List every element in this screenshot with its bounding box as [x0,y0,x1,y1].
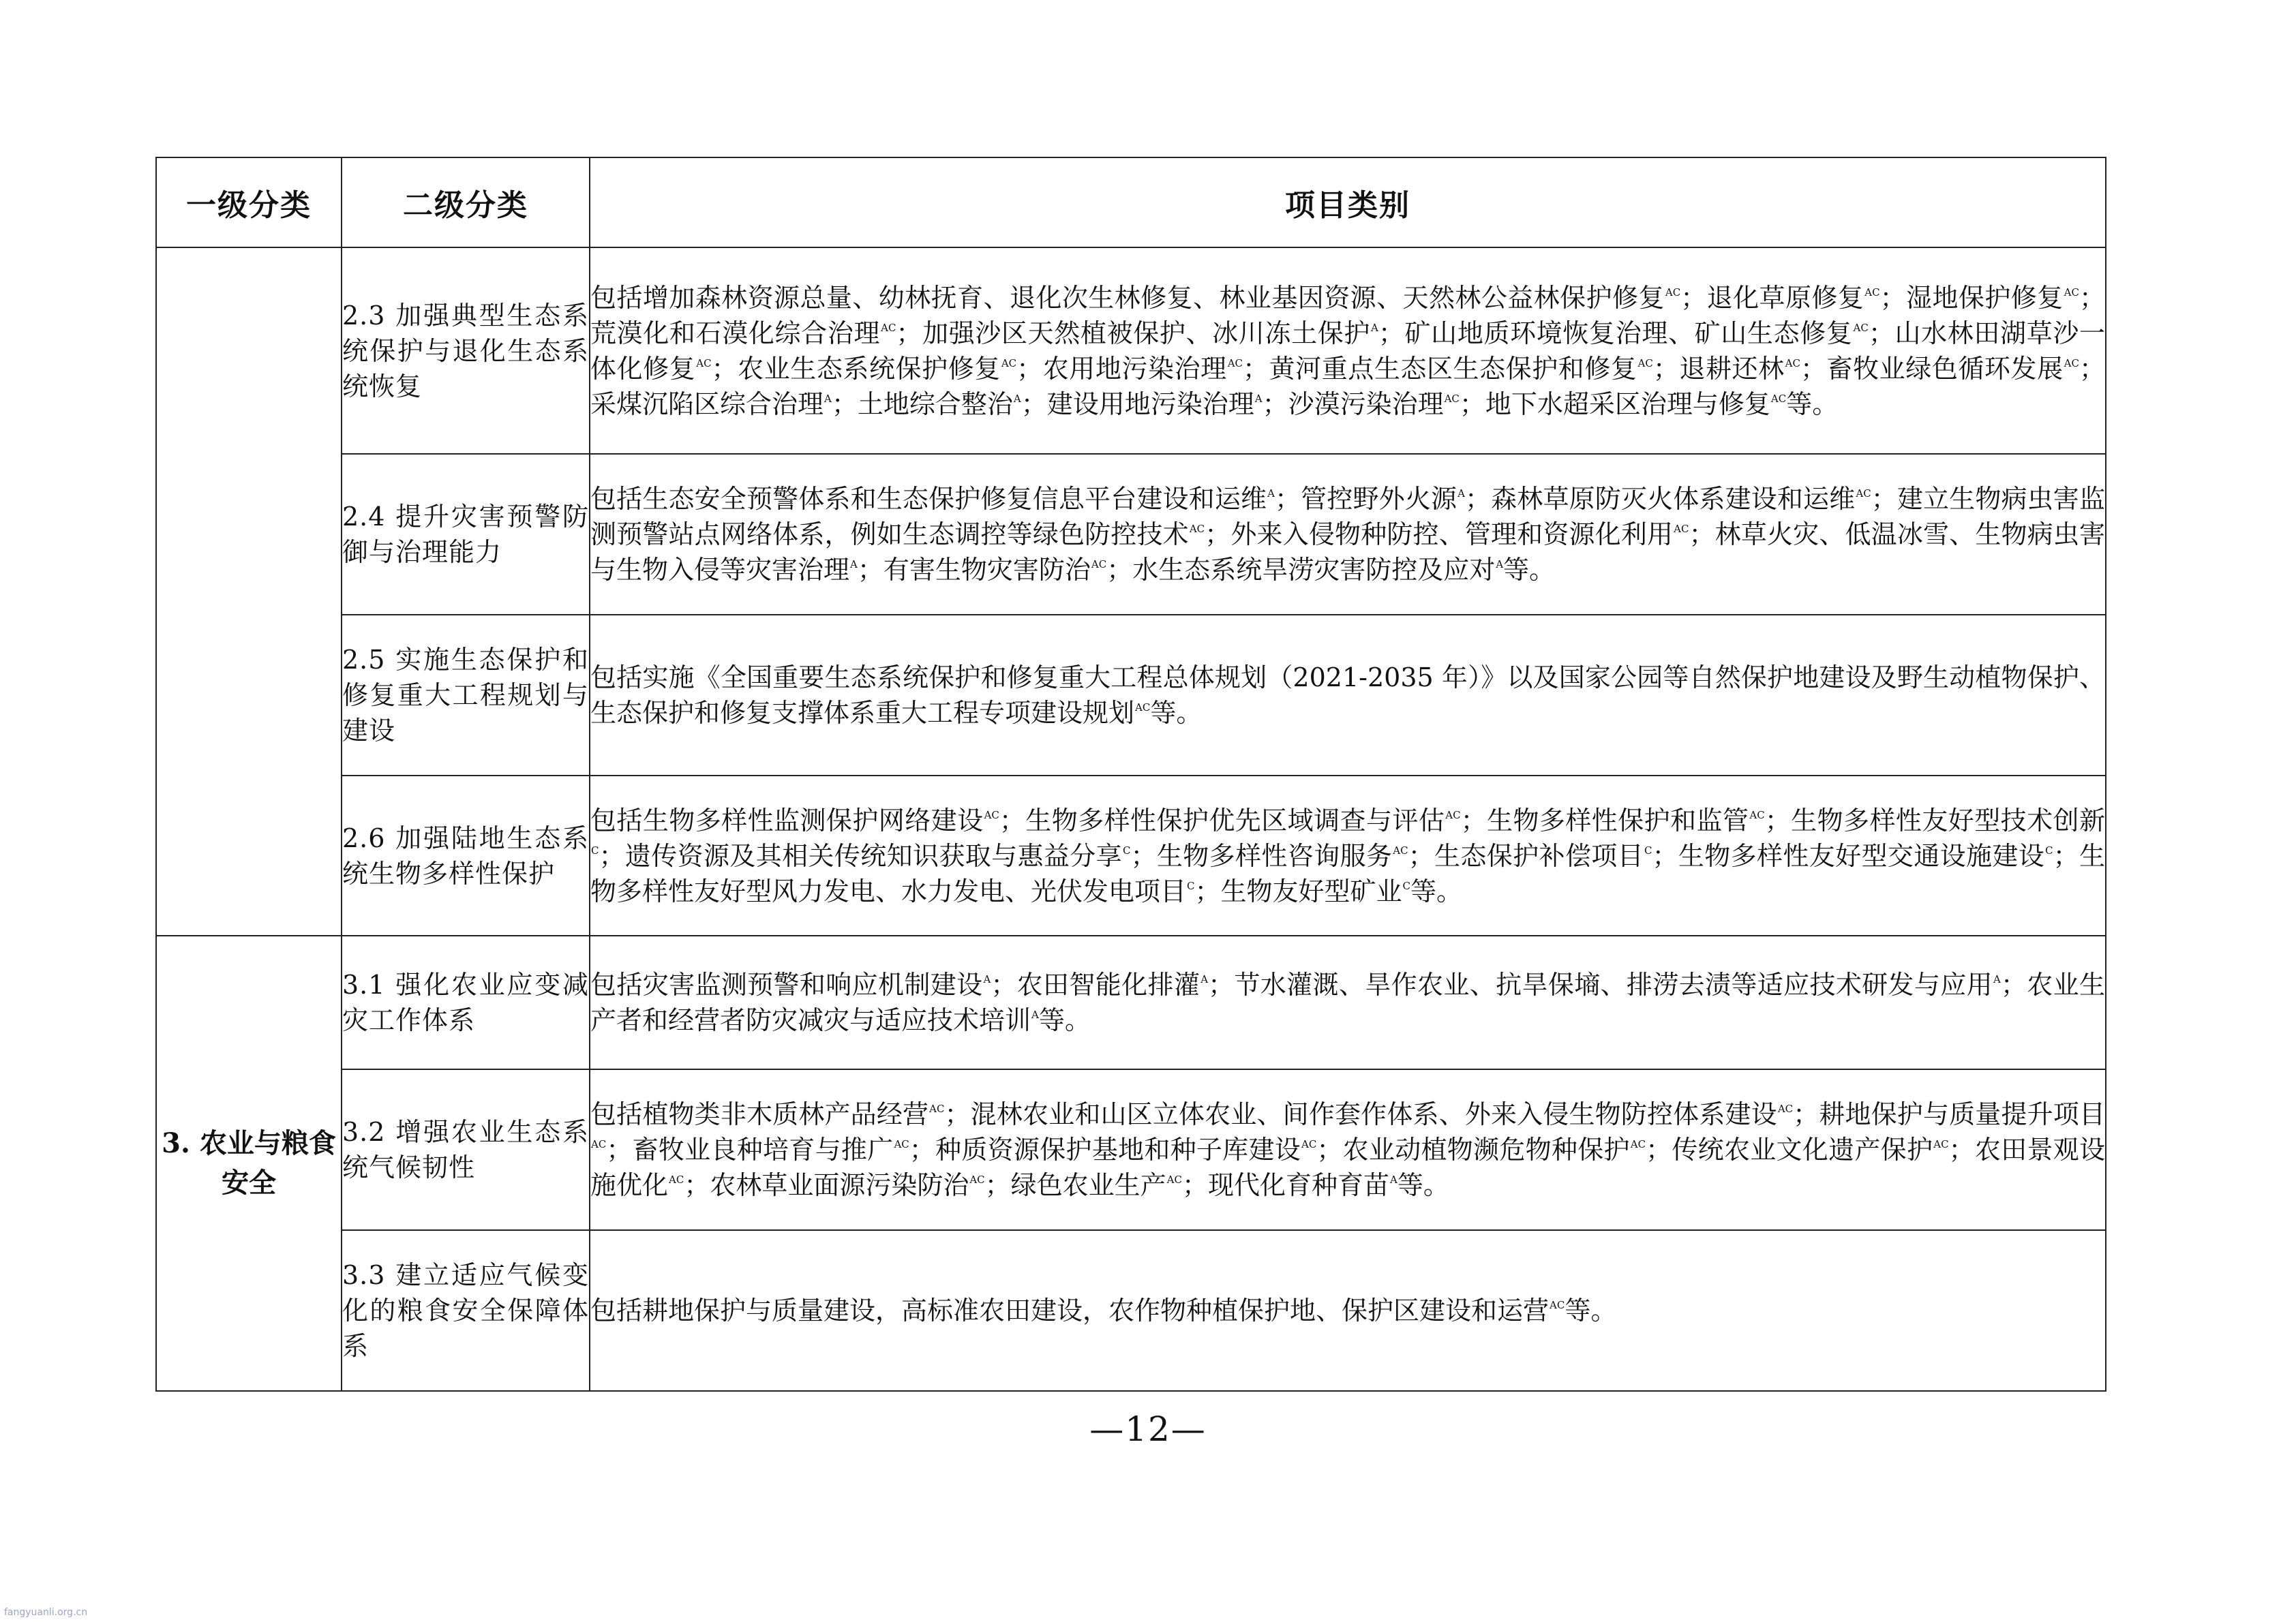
applicability-marker: AC [984,808,999,821]
project-item-text: ；退耕还林 [1652,353,1785,384]
project-item [590,1099,944,1129]
applicability-marker: AC [1770,392,1787,405]
project-item [1263,389,1460,419]
project-item [896,318,1378,348]
project-item-text: ；农田智能化排灌 [991,970,1200,1000]
project-item-text: 等。 [1786,388,1839,419]
table-row [156,776,2106,936]
subcategory-cell: 2.3 加强典型生态系统保护与退化生态系统恢复 [342,247,590,454]
project-item-text: ；生物多样性保护和监管 [1460,805,1749,836]
project-item-text: 等。 [1150,698,1203,728]
project-item-text: ；山水林田湖草沙一体化修复 [590,318,2105,384]
project-item-text: ；绿色农业生产 [984,1170,1166,1200]
project-item-text: ；混林农业和山区立体农业、间作套作体系、外来入侵生物防控体系建设 [944,1099,1777,1129]
project-item-text: 等。 [1565,1296,1617,1326]
project-items-cell [590,247,2106,454]
applicability-marker: A [1031,1009,1039,1022]
table-row [156,936,2106,1069]
applicability-marker: A [1267,487,1275,500]
header-project-type: 项目类别 [590,157,2106,247]
project-item-text: ；生物多样性保护优先区域调查与评估 [999,805,1445,836]
applicability-marker: AC [1637,356,1653,369]
project-items-cell [590,776,2106,936]
applicability-marker: AC [1853,321,1869,334]
applicability-marker: AC [894,1138,909,1151]
project-item [991,970,1208,1000]
project-item-text: 包括耕地保护与质量建设，高标准农田建设，农作物种植保护地、保护区建设和运营 [590,1296,1550,1326]
applicability-marker: AC [1856,487,1871,500]
project-item-text: ；外来入侵物种防控、管理和资源化利用 [1205,519,1674,549]
applicability-marker: AC [669,1174,684,1187]
project-item [590,662,2105,728]
applicability-marker: AC [1227,356,1243,369]
subcategory-cell: 3.3 建立适应气候变化的粮食安全保障体系 [342,1230,590,1391]
project-item [1208,970,2001,1000]
project-item-text: ；生物友好型矿业 [1194,876,1402,906]
applicability-marker: A [850,558,858,571]
applicability-marker: AC [1444,392,1460,405]
applicability-marker: AC [969,1174,985,1187]
table-row [156,454,2106,615]
project-item-text: 等。 [1410,876,1463,906]
project-item-text: ；农用地污染治理 [1016,353,1227,384]
project-item-text: ；遗传资源及其相关传统知识获取与惠益分享 [599,840,1123,871]
applicability-marker: C [1123,844,1131,857]
project-item-text: ；畜牧业绿色循环发展 [1800,353,2064,384]
project-items-cell [590,1069,2106,1230]
project-item-text: ；退化草原修复 [1680,282,1864,313]
project-item-text: ；生物多样性友好型技术创新 [1764,805,2105,836]
project-item-text: ；加强沙区天然植被保护、冰川冻土保护 [896,318,1371,348]
page-number: —12— [1089,1409,1207,1449]
project-items-cell [590,936,2106,1069]
project-item-text: ；水生态系统旱涝灾害防控及应对 [1106,555,1496,585]
applicability-marker: AC [1091,558,1107,571]
project-item [999,806,1461,836]
project-item [1205,519,1689,549]
subcategory-cell: 2.5 实施生态保护和修复重大工程规划与建设 [342,615,590,776]
project-item [1106,555,1503,585]
project-item [606,1135,909,1165]
applicability-marker: C [1402,879,1410,892]
project-item-text: ；林草火灾、低温冰雪、生物病虫害与生物入侵等灾害治理 [590,519,2105,585]
applicability-marker: C [1644,844,1652,857]
project-item [1503,555,1555,585]
project-item [1016,354,1243,384]
applicability-marker: A [1496,558,1504,571]
project-item-text: ；生物多样性咨询服务 [1130,840,1393,871]
applicability-marker: AC [929,1103,945,1116]
project-item [1680,283,1879,313]
project-item [599,841,1130,871]
project-item [1195,876,1411,906]
project-item [1131,841,1408,871]
subcategory-cell: 3.1 强化农业应变减灾工作体系 [342,936,590,1069]
project-item [590,484,1275,514]
site-watermark: fangyuanli.org.cn [4,1607,88,1618]
applicability-marker: A [824,392,832,405]
project-item [684,1170,984,1200]
applicability-marker: C [2045,844,2053,857]
project-items-cell [590,454,2106,615]
project-item-text: ；沙漠污染治理 [1262,388,1444,419]
project-item [909,1135,1317,1165]
project-item-text: ；地下水超采区治理与修复 [1459,388,1770,419]
project-item [1800,354,2079,384]
applicability-marker: A [1254,392,1263,405]
project-item [590,1296,1565,1326]
project-item-text: 等。 [1397,1170,1449,1200]
project-item [1653,354,1800,384]
applicability-marker: AC [1135,701,1151,714]
project-item [1461,806,1765,836]
project-item-text: ；畜牧业良种培育与推广 [606,1135,894,1165]
project-item-text: ；农林草业面源污染防治 [684,1170,969,1200]
project-item-text: 包括增加森林资源总量、幼林抚育、退化次生林修复、林业基因资源、天然林公益林保护修复 [590,282,1665,313]
project-item-text: 等。 [1038,1005,1091,1035]
project-item-text: ；矿山地质环境恢复治理、矿山生态修复 [1378,318,1853,348]
subcategory-cell: 2.4 提升灾害预警防御与治理能力 [342,454,590,615]
project-item-text: 包括灾害监测预警和响应机制建设 [590,970,983,1000]
applicability-marker: AC [1864,286,1880,299]
project-items-cell [590,1230,2106,1391]
project-item [1398,1170,1449,1200]
applicability-marker: AC [1550,1299,1565,1312]
project-item [712,354,1017,384]
applicability-marker: A [1371,321,1378,334]
applicability-marker: C [1187,879,1195,892]
project-item-text: ；土地综合整治 [831,388,1013,419]
applicability-marker: AC [1445,808,1461,821]
project-item [1408,841,1652,871]
applicability-marker: AC [881,321,896,334]
project-item-text: 等。 [1503,555,1556,585]
project-item-text: ；农业生产者和经营者防灾减灾与适应技术培训 [590,970,2105,1035]
project-item [985,1170,1182,1200]
table-row [156,247,2106,454]
project-item-text: ；荒漠化和石漠化综合治理 [590,282,2105,348]
applicability-marker: A [1200,973,1209,986]
project-item [1275,484,1465,514]
subcategory-cell: 2.6 加强陆地生态系统生物多样性保护 [342,776,590,936]
applicability-marker: AC [1630,1138,1646,1151]
applicability-marker: AC [1785,356,1800,369]
project-item [1150,698,1202,728]
applicability-marker: A [1013,392,1021,405]
project-item-text: ；现代化育种育苗 [1181,1170,1389,1200]
project-item-text: ；黄河重点生态区生态保护和修复 [1243,353,1637,384]
project-item [944,1099,1793,1129]
project-item [1243,354,1653,384]
project-item [590,283,1680,313]
applicability-marker: AC [2064,356,2079,369]
project-item [1465,484,1871,514]
project-item-text: ；节水灌溉、旱作农业、抗旱保墒、排涝去渍等适应技术研发与应用 [1208,970,1993,1000]
project-item-text: ；农田景观设施优化 [590,1135,2105,1200]
applicability-marker: AC [591,1138,607,1151]
applicability-marker: AC [1777,1103,1794,1116]
table-row [156,615,2106,776]
project-item [1646,1135,1948,1165]
applicability-marker: A [1390,1174,1398,1187]
project-item-text: ；生态保护补偿项目 [1408,840,1644,871]
applicability-marker: AC [696,356,712,369]
project-items-cell [590,615,2106,776]
project-item-text: 包括生物多样性监测保护网络建设 [590,805,984,836]
project-item-text: ；生物多样性友好型交通设施建设 [1652,840,2045,871]
applicability-marker: AC [1665,286,1681,299]
applicability-marker: A [983,973,991,986]
project-item-text: 包括生态安全预警体系和生态保护修复信息平台建设和运维 [590,484,1267,514]
project-item-text: ；有害生物灾害防治 [857,555,1091,585]
header-level2: 二级分类 [342,157,590,247]
project-item-text: ；农业生态系统保护修复 [711,353,1001,384]
applicability-marker: AC [1393,844,1408,857]
project-item [858,555,1106,585]
project-item-text: ；建设用地污染治理 [1021,388,1254,419]
project-item [1880,283,2079,313]
project-item-text: 包括实施《全国重要生态系统保护和修复重大工程总体规划（2021-2035 年）》以及国家公园等自然保护地建设及野生动植物保护、生态保护和修复支撑体系重大工程专项建设规划 [590,662,2105,728]
applicability-marker: AC [2064,286,2079,299]
project-item [1460,389,1786,419]
project-item-text: ；生物多样性友好型风力发电、水力发电、光伏发电项目 [590,840,2105,906]
project-item-text: ；农业动植物濒危物种保护 [1316,1135,1630,1165]
project-item [1652,841,2053,871]
project-item-text: ；湿地保护修复 [1879,282,2064,313]
project-item [1565,1296,1616,1326]
project-item-text: ；种质资源保护基地和种子库建设 [909,1135,1301,1165]
applicability-marker: AC [1001,356,1017,369]
category-cell [156,247,342,936]
project-item [1786,389,1838,419]
project-item-text: ；森林草原防灭火体系建设和运维 [1464,484,1856,514]
table-row [156,1069,2106,1230]
category-cell: 3. 农业与粮食安全 [156,936,342,1391]
subcategory-cell: 3.2 增强农业生态系统气候韧性 [342,1069,590,1230]
project-item [590,970,991,1000]
project-item [1316,1135,1646,1165]
project-item [1182,1170,1398,1200]
applicability-marker: A [1457,487,1465,500]
applicability-marker: A [1993,973,2001,986]
project-item-text: 包括植物类非木质林产品经营 [590,1099,929,1129]
applicability-marker: C [591,844,599,857]
project-item [1410,876,1462,906]
project-item [590,806,999,836]
project-item [832,389,1021,419]
project-item-text: ；管控野外火源 [1275,484,1457,514]
table-row [156,1230,2106,1391]
classification-table [155,157,2106,1392]
project-item-text: ；传统农业文化遗产保护 [1646,1135,1933,1165]
project-item [1378,318,1869,348]
project-item-text: ；建立生物病虫害监测预警站点网络体系，例如生态调控等绿色防控技术 [590,484,2105,549]
project-item-text: ；采煤沉陷区综合治理 [590,353,2105,419]
applicability-marker: AC [1674,523,1689,536]
project-item [1039,1005,1091,1035]
applicability-marker: AC [1301,1138,1317,1151]
project-item [1021,389,1263,419]
table-header-row [156,157,2106,247]
applicability-marker: AC [1933,1138,1949,1151]
header-level1: 一级分类 [156,157,342,247]
applicability-marker: AC [1749,808,1765,821]
applicability-marker: AC [1189,523,1205,536]
applicability-marker: AC [1166,1174,1182,1187]
project-item-text: ；耕地保护与质量提升项目 [1793,1099,2105,1129]
